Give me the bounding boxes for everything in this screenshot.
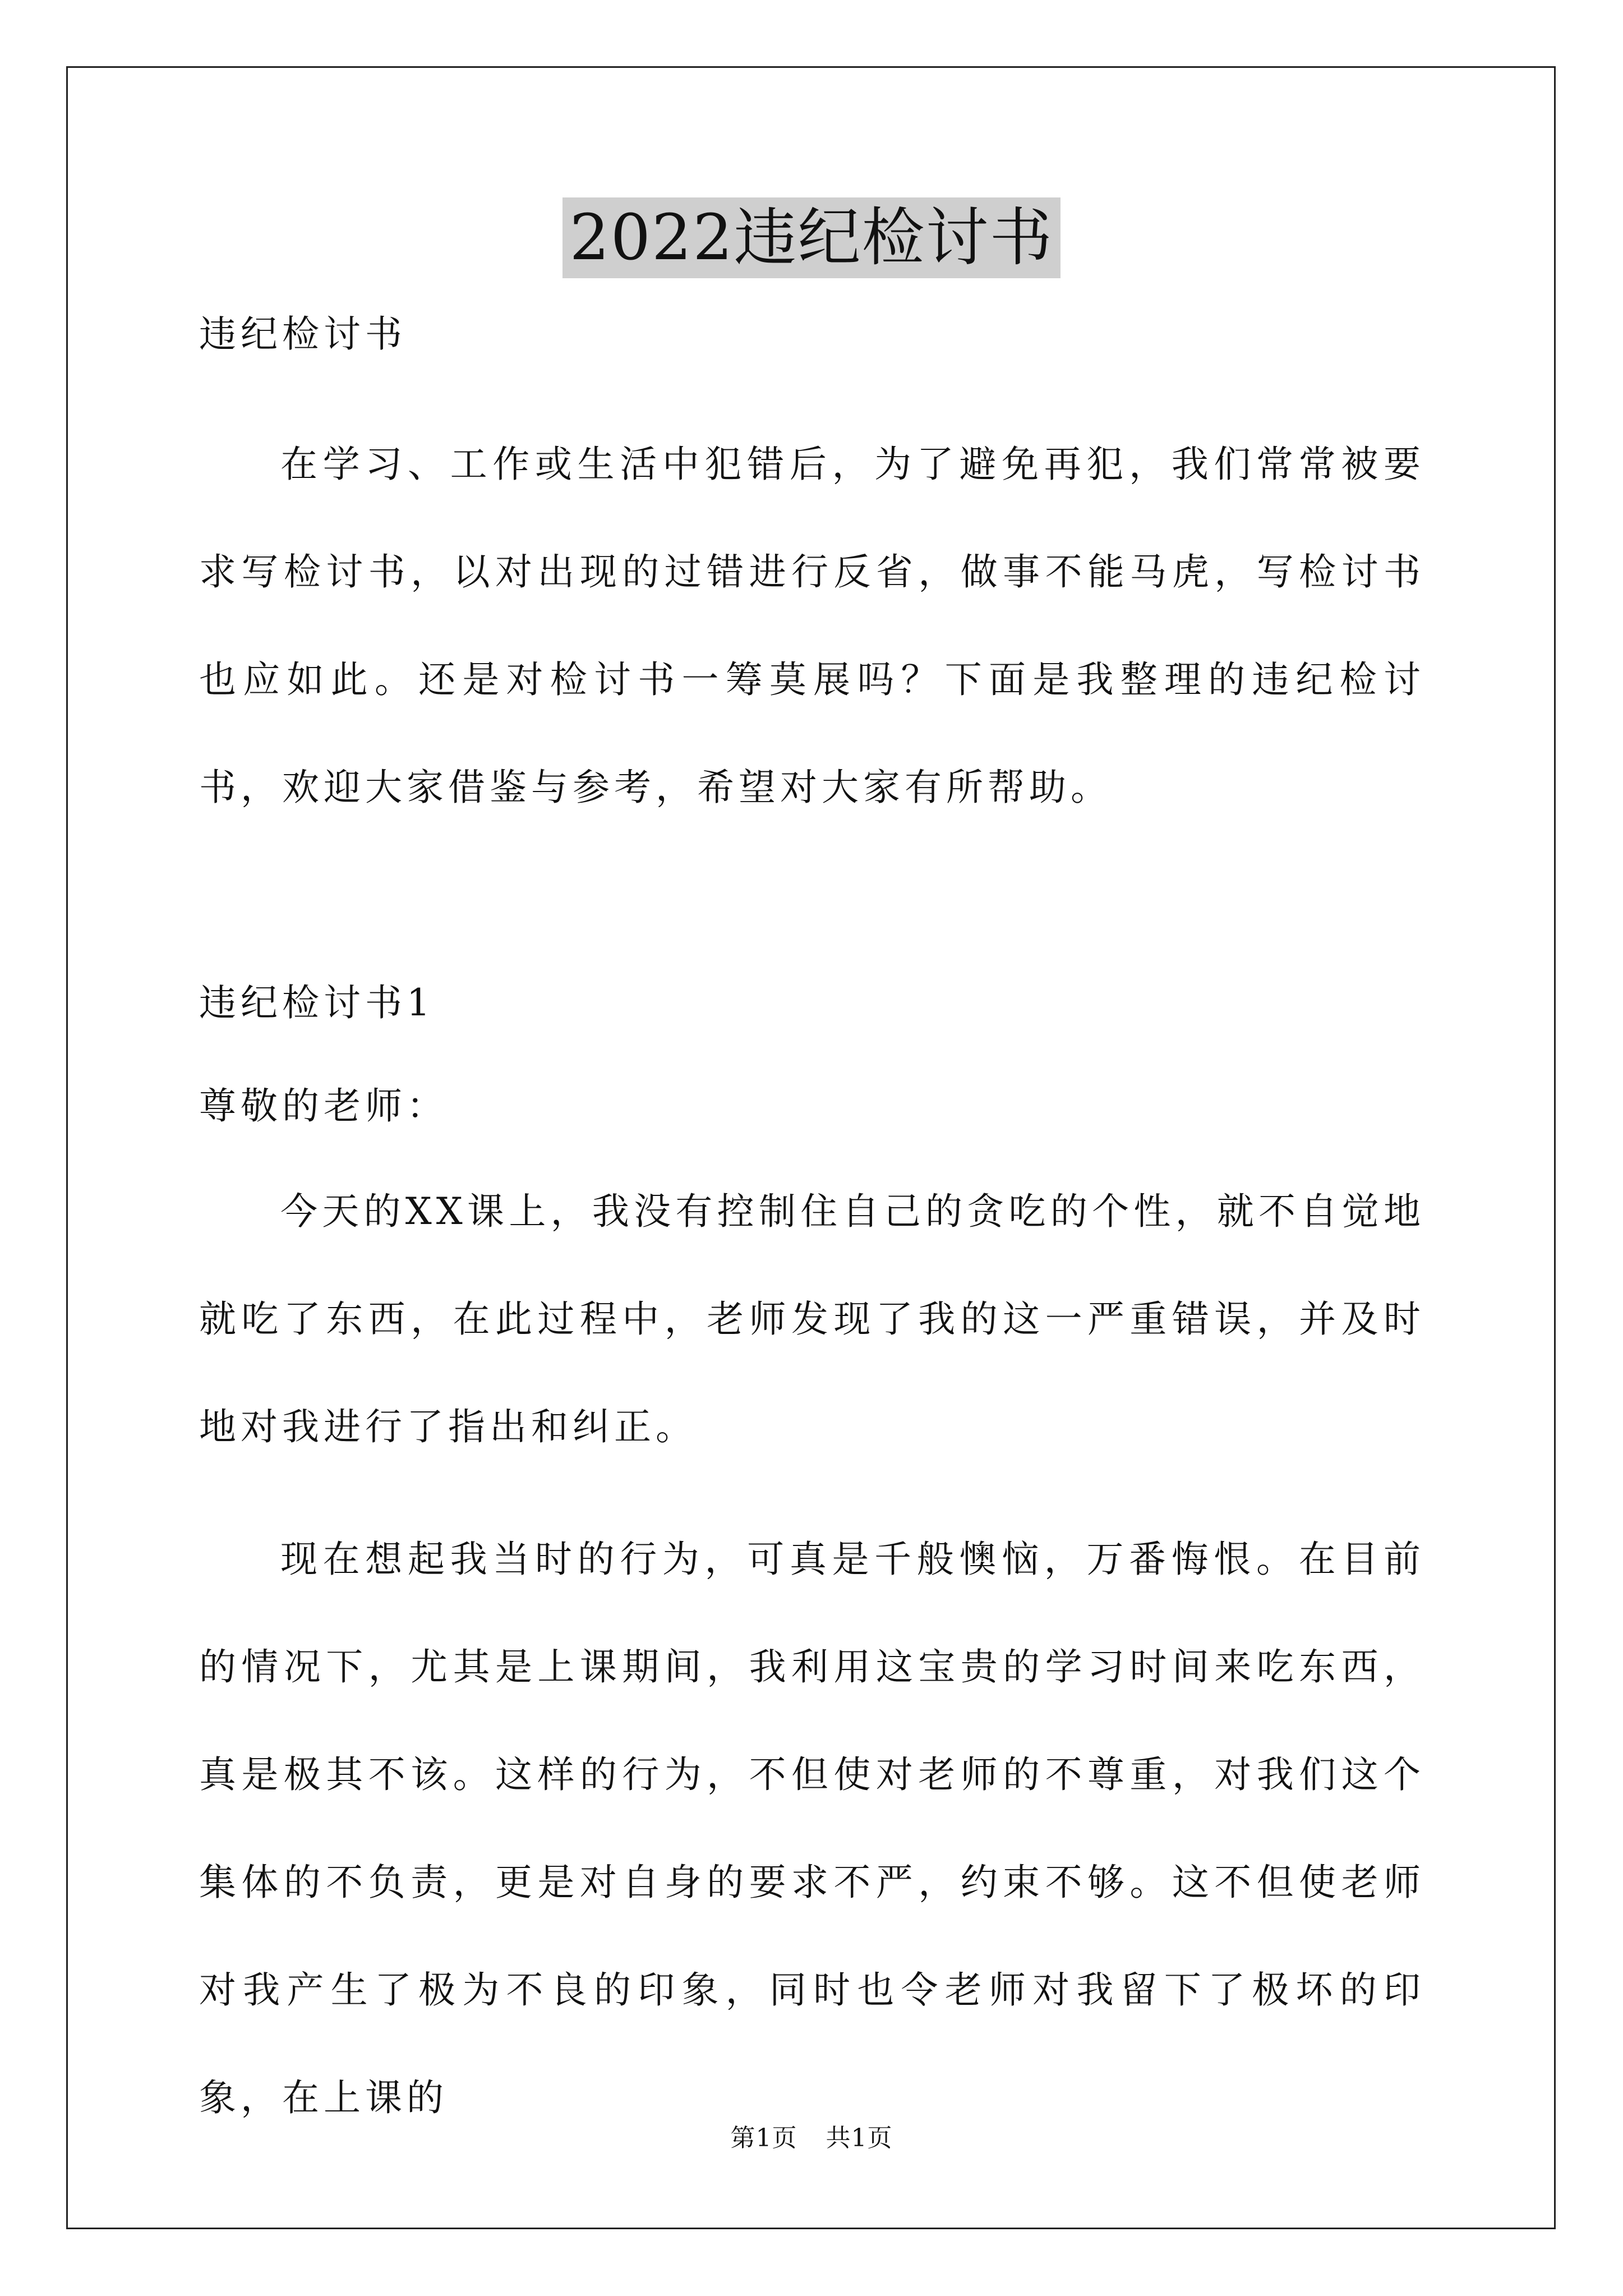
intro-paragraph: 在学习、工作或生活中犯错后，为了避免再犯，我们常常被要求写检讨书，以对出现的过错进行反省，做事不能马虎，写检讨书也应如此。还是对检讨书一筹莫展吗？下面是我整理的违纪检讨书，欢迎大家借鉴与参考，希望对大家有所帮助。 [199,443,1425,809]
document-body [199,307,1425,2152]
page-footer [0,2122,1623,2155]
body-paragraph-1: 今天的XX课上，我没有控制住自己的贪吃的个性，就不自觉地就吃了东西，在此过程中，老师发现了我的这一严重错误，并及时地对我进行了指出和纠正。 [199,1190,1425,1448]
page-total: 共1页 [826,2124,893,2152]
section-heading: 违纪检讨书1 [199,981,435,1024]
document-subtitle: 违纪检讨书 [199,312,407,356]
salutation: 尊敬的老师： [199,1084,448,1128]
page-number: 第1页 [730,2124,797,2152]
title-container [0,197,1623,278]
body-paragraph-2: 现在想起我当时的行为，可真是千般懊恼，万番悔恨。在目前的情况下，尤其是上课期间，我利用这宝贵的学习时间来吃东西，真是极其不该。这样的行为，不但使对老师的不尊重，对我们这个集体的不负责，更是对自身的要求不严，约束不够。这不但使老师对我产生了极为不良的印象，同时也令老师对我留下了极坏的印象，在上课的 [199,1538,1425,2119]
document-title: 2022违纪检讨书 [562,197,1060,278]
